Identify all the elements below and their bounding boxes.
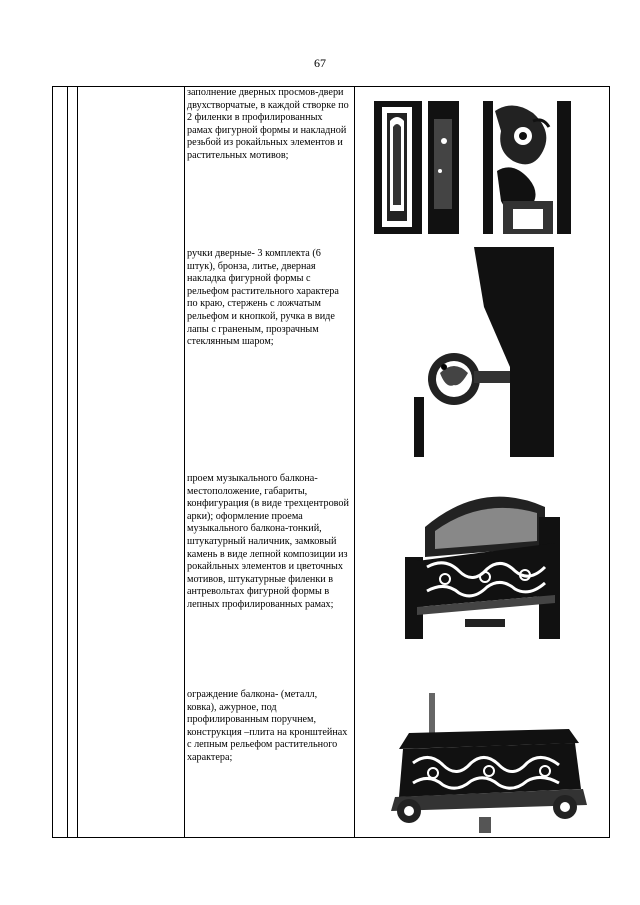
photo-door-panel xyxy=(374,101,459,234)
description-balcony-railing: ограждение балкона- (металл, ковка), ажурное, под профилированным поручнем, конструкция –плита на кронштейнах с лепным рельефом растительного характера; xyxy=(187,689,348,763)
document-table xyxy=(52,86,610,838)
photo-balcony-railing xyxy=(369,693,601,833)
description-door-handles: ручки дверные- 3 комплекта (6 штук), бронза, литье, дверная накладка фигурной формы с рельефом растительного характера по краю, стержень с ложчатым рельефом и кнопкой, ручка в виде лапы с граненым, прозрачным стеклянным шаром; xyxy=(187,248,339,348)
column-divider xyxy=(184,87,185,837)
photo-music-balcony-opening xyxy=(405,487,560,639)
page-number: 67 xyxy=(314,56,326,70)
description-balcony-opening: проем музыкального балкона-местоположение, габариты, конфигурация (в виде трехцентровой арки); оформление проема музыкального балкона-тонкий, штукатурный наличник, замковый камень в виде лепной композиции из рокайльных элементов и цветочных мотивов, штукатурные филенки в антревольтах фигурной формы в лепных профилированных рамах; xyxy=(187,473,349,610)
column-divider xyxy=(354,87,355,837)
column-divider xyxy=(77,87,78,837)
column-divider xyxy=(67,87,68,837)
photo-door-handle xyxy=(414,247,554,457)
photo-ornamental-carving xyxy=(483,101,571,234)
description-door-leaves: заполнение дверных просмов-двери двухстворчатые, в каждой створке по 2 филенки в профилированных рамах фигурной формы и накладной резьбой из рокайльных элементов и растительных мотивов; xyxy=(187,87,349,161)
